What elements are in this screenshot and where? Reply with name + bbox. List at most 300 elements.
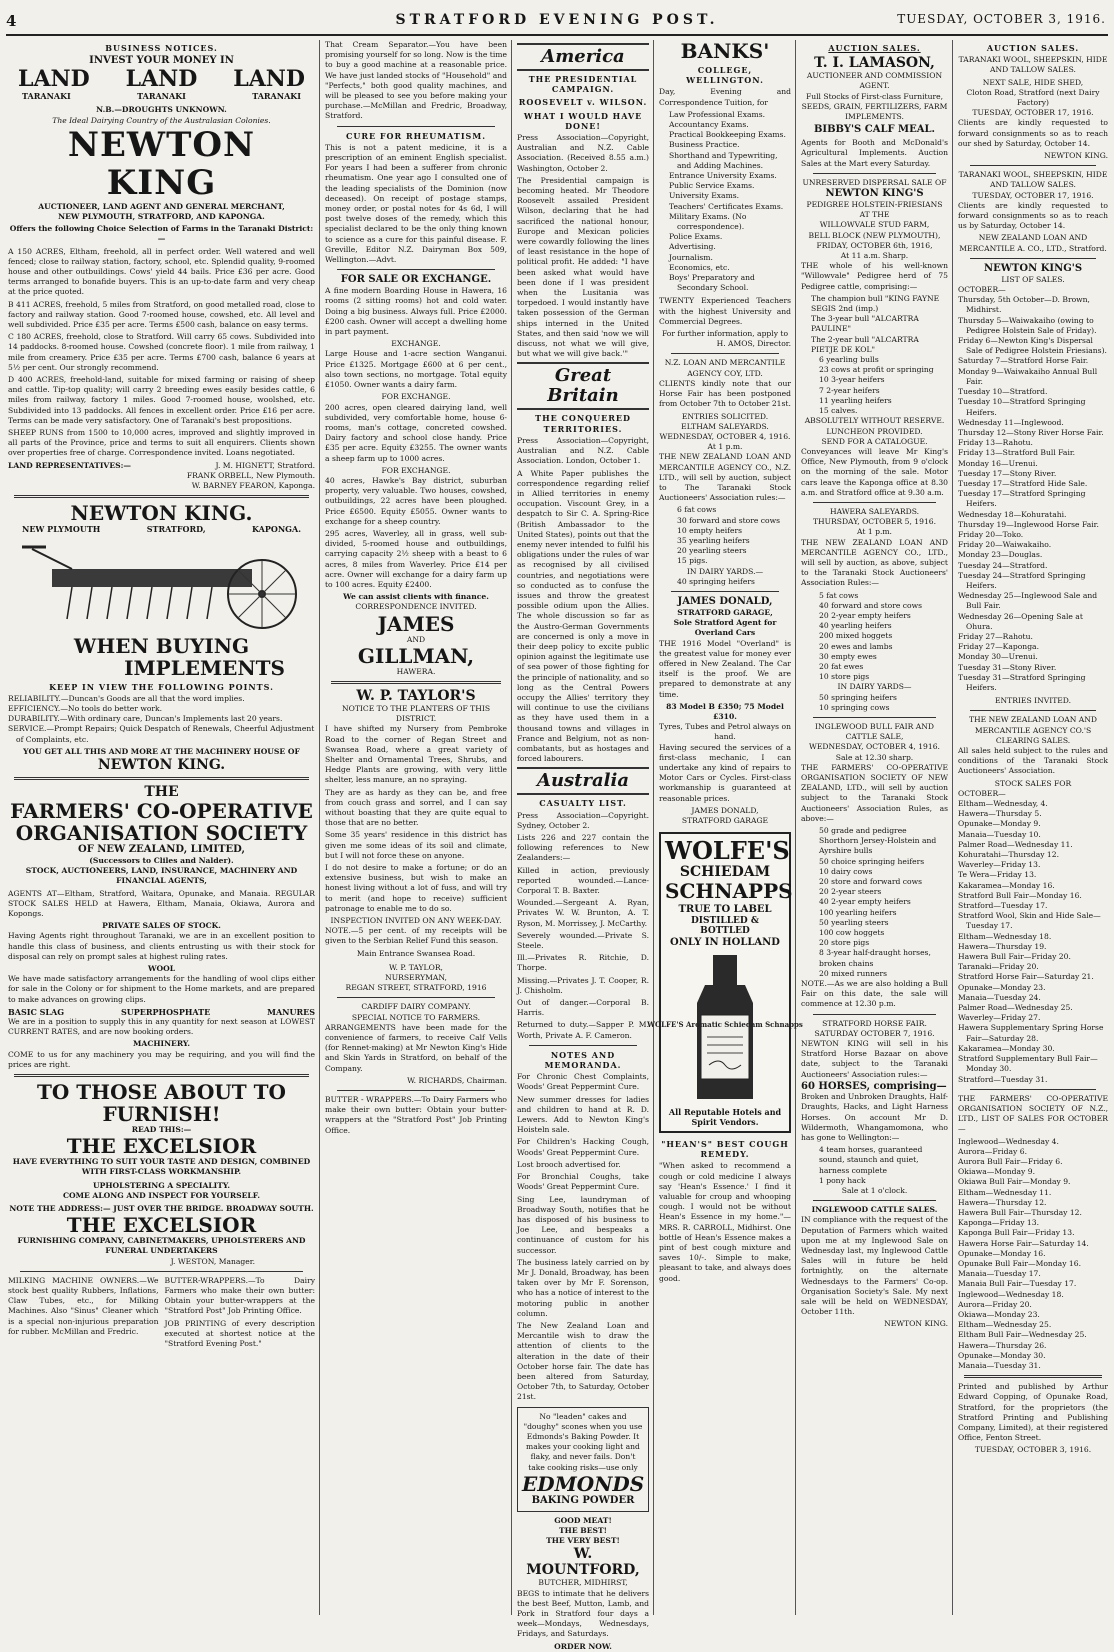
divider: [970, 710, 1096, 711]
schnapps-bottle-illustration: [647, 953, 803, 1103]
australia-heading: Australia: [517, 767, 649, 795]
sale-item: Stratford Supplementary Bull Fair—Monday 30.: [958, 1054, 1098, 1074]
divider: [813, 502, 936, 503]
sale-item: Stratford Wool, Skin and Hide Sale—Tuesday 17.: [958, 911, 1101, 931]
dairy-yards: IN DAIRY YARDS.—: [686, 566, 764, 576]
get-all-line: YOU GET ALL THIS AND MORE AT THE MACHINERY HOUSE OF: [23, 746, 300, 756]
invest-line: INVEST YOUR MONEY IN: [89, 55, 234, 67]
press-credit: Press Association—Copyright, Australian and N.Z. Cable Association. London, October 1.: [517, 435, 649, 466]
sale-item: Okiawa Bull Fair—Monday 9.: [958, 1177, 1071, 1187]
gb-text: A White Paper publishes the correspondence regarding relief in Allied territories in enemy occupation. Viscount Grey, in a despatch to Sir C. A. Spring-Rice (British Ambassador to the United States), points out that the enemy never intended to fulfil his obligations under the rules of war as recognised by all civilised countries, and negotiations were so conducted as to confuse the issues and throw the greatest possible odium upon the Allies. The whole discussion so far as the Austro-German Governments are concerned is only a move in their deep policy to excite public opinion against the legitimate use of sea power of those fighting for the principle of nationality, and so long as the Central Powers occupy the Allies' territory they will continue to use the civilians as they have used them in a thousand towns and villages in France and Belgium, not as non-combatants, but as hostages and forced labourers.: [517, 468, 649, 764]
very-best: THE VERY BEST!: [546, 1536, 620, 1546]
sale-item: Tuesday 24—Stratford Springing Heifers.: [958, 570, 1086, 590]
lot: 50 choice springing heifers: [819, 856, 925, 866]
taylor-text: Some 35 years' residence in this district has given me some ideas of its soil and climate, but I will not force these on anyone.: [325, 830, 507, 860]
the-word: THE: [144, 783, 179, 800]
town: KAPONGA.: [252, 524, 301, 535]
lot: 23 cows at profit or springing: [819, 365, 934, 375]
further-info: For further information, apply to: [661, 329, 789, 339]
imprint: Printed and published by Arthur Edward Copping, of Opunake Road, Stratford, for the proprietors (the Stratford Printing and Publishing Company, Limited), at their registered Office, Fenton Street.: [958, 1382, 1108, 1443]
sale-date: TUESDAY, OCTOBER 17, 1916.: [972, 108, 1094, 118]
divider: [671, 353, 779, 354]
sale-item: Okiawa—Monday 23.: [958, 1309, 1040, 1319]
farm-listing: C 180 ACRES, freehold, close to Stratford. Will carry 65 cows. Subdivided into 14 paddocks. 8-roomed house. Cowshed (concrete floor). 1 mile from railway, 1 mile from creamery. Price £35 per acre. Terms £700 cash, balance 6 years at 5½ per cent. Our strongly recommend.: [8, 332, 315, 372]
land-representatives: [8, 461, 315, 492]
sale-item: Thursday 12—Stony River Horse Fair.: [958, 427, 1104, 437]
divider: [813, 1200, 936, 1201]
taranaki-word: TARANAKI: [137, 91, 186, 102]
taranaki-word: TARANAKI: [252, 91, 301, 102]
mechanic-text: Having secured the services of a first-class mechanic, I can undertake any kind of repairs to Motor Cars or Cycles. First-class workmanship is guaranteed at reasonable prices.: [659, 742, 791, 803]
sale-item: Thursday, 5th October—D. Brown, Midhirst.: [958, 295, 1090, 315]
hawera-line: HAWERA.: [396, 666, 436, 676]
sale-item: Eltham—Wednesday 25.: [958, 1320, 1052, 1330]
lot: 10 empty heifers: [677, 525, 743, 535]
sale-item: Inglewood—Wednesday 4.: [958, 1136, 1059, 1146]
sale-date: SATURDAY OCTOBER 7, 1916.: [814, 1028, 935, 1038]
bull: The champion bull "KING FAYNE SEGIS 2nd (imp.): [811, 293, 940, 314]
lot: 7 2-year heifers: [819, 385, 880, 395]
gillman-heading: GILLMAN,: [357, 643, 475, 668]
conveyances: Conveyances will leave Mr King's Office, New Plymouth, from 9 o'clock on the morning of the sale. Motor cars leave the Kaponga office at 8.30 a.m. and Stratford office at 9.30 a.m.: [801, 446, 948, 497]
lot: 40 2-year empty heifers: [819, 897, 911, 907]
lot: 50 springing heifers: [819, 692, 897, 702]
wool-heading: WOOL: [147, 963, 176, 973]
sale-item: Te Wera—Friday 13.: [958, 870, 1037, 880]
sale-item: Tuesday 31—Stony River.: [958, 662, 1057, 672]
exam-item: Entrance University Exams.: [669, 171, 777, 181]
furnish-heading: FURNISH!: [102, 1101, 221, 1126]
at-the: AT THE: [859, 210, 890, 220]
sale-item: Inglewood—Wednesday 18.: [958, 1289, 1064, 1299]
exams-list: [659, 110, 791, 294]
sale-item: Hawera—Thursday 12.: [958, 1197, 1047, 1207]
column-six: [954, 40, 1112, 1618]
good-meat: GOOD MEAT!: [554, 1515, 612, 1525]
note-bull-fair: NOTE.—As we are also holding a Bull Fair on this date, the sale will commence at 12.30 p.m.: [801, 979, 948, 1009]
wolfes-schnapps-ad: [647, 832, 803, 1133]
for-sale-exchange-heading: FOR SALE OR EXCHANGE.: [340, 274, 492, 286]
lot: 11 yearling heifers: [819, 395, 892, 405]
tuition-line: Day, Evening and Correspondence Tuition, for: [659, 87, 791, 107]
fse-item: FOR EXCHANGE.: [381, 392, 451, 402]
sale-item: Stratford Horse Fair—Saturday 21.: [958, 972, 1094, 982]
bibby-heading: BIBBY'S CALF MEAL.: [813, 124, 936, 136]
fcos-lots: [801, 826, 948, 979]
sale-item: Wednesday 11—Inglewood.: [958, 417, 1064, 427]
rheumatism-heading: CURE FOR RHEUMATISM.: [346, 130, 486, 141]
lot: 30 forward and store cows: [677, 515, 780, 525]
land-word: LAND: [233, 66, 305, 93]
sole-agent: Sole Stratford Agent for Overland Cars: [673, 618, 777, 638]
column-divider: [511, 40, 512, 1615]
column-four: [647, 39, 803, 1618]
wp-taylor-heading: W. P. TAYLOR'S: [356, 687, 476, 704]
nk-sign: NEWTON KING.: [1044, 151, 1108, 161]
taylor-text: I do not desire to make a fortune; or do an extensive business, but wish to make an honest living without a lot of fuss, and will try to merit (and hope to receive) sufficient patronage to enable me to do so.: [325, 863, 507, 913]
exam-item: Advertising.: [669, 242, 716, 252]
sale-item: Tuesday 17—Stratford Springing Heifers.: [958, 489, 1086, 509]
nzlm-heading: N.Z. LOAN AND MERCANTILE AGENCY COY, LTD.: [664, 358, 786, 378]
small-ads-row: [8, 1276, 315, 1351]
org-society-heading: ORGANISATION SOCIETY: [15, 820, 308, 845]
special-notice: SPECIAL NOTICE TO FARMERS.: [351, 1012, 481, 1022]
sale-item: Opunake—Monday 9.: [958, 819, 1041, 829]
entries-solicited: ENTRIES SOLICITED.: [681, 411, 769, 421]
fcos-text: THE FARMERS' CO-OPERATIVE ORGANISATION SOCIETY OF NEW ZEALAND, LTD., will sell by auction subject to the Taranaki Stock Auctioneers' Association Rules, as above:—: [801, 762, 948, 823]
rep-name: J. M. HIGNETT, Stratford.: [215, 460, 315, 470]
sixty-horses: 60 HORSES, comprising—: [801, 1080, 947, 1092]
sale-item: Friday 6—Newton King's Dispersal Sale of Pedigree Holstein Friesians).: [958, 336, 1107, 356]
taranaki-wool-heading: TARANAKI WOOL, SHEEPSKIN, HIDE AND TALLOW SALES.: [958, 55, 1108, 75]
sale-item: Saturday 7—Stratford Horse Fair.: [958, 356, 1089, 366]
sale-item: Opunake—Monday 30.: [958, 1350, 1046, 1360]
casualty-item: Wounded.—Sergeant A. Ryan, Privates W. W. Brunton, A. T. Ryson, M. Morrissey, J. McCarthy.: [517, 898, 649, 928]
conquered-heading: THE CONQUERED TERRITORIES.: [535, 413, 631, 434]
in-dairy: IN DAIRY YARDS—: [837, 682, 912, 692]
towns-line: NEW PLYMOUTH, STRATFORD, AND KAPONGA.: [58, 212, 265, 222]
rep-name: FRANK ORBELL, New Plymouth.: [186, 470, 315, 480]
lot: 1 pony hack: [819, 1175, 866, 1185]
exam-item: Law Professional Exams.: [669, 109, 766, 119]
superphosphate: SUPERPHOSPHATE: [120, 1006, 211, 1017]
seed-drill-illustration: [12, 539, 312, 631]
note-item: For Bronchial Coughs, take Woods' Great Peppermint Cure.: [517, 1172, 649, 1192]
sale-item: Tuesday 31—Stratford Springing Heifers.: [958, 672, 1086, 692]
sale-item: Aurora—Friday 20.: [958, 1299, 1032, 1309]
basic-slag: BASIC SLAG: [8, 1006, 65, 1017]
column-cable-news: [513, 40, 653, 1651]
lot: 30 empty ewes: [819, 651, 877, 661]
newton-king-heading-3: NEWTON KING.: [97, 756, 226, 773]
press-credit: Press Association—Copyright. Sydney, October 2.: [517, 810, 649, 830]
keep-in-view: KEEP IN VIEW THE FOLLOWING POINTS.: [49, 681, 274, 692]
sale-time: At 1 p.m.: [707, 442, 743, 452]
wp-taylor-sign: W. P. TAYLOR,: [389, 962, 443, 972]
of-nz-line: OF NEW ZEALAND, LIMITED,: [78, 843, 245, 855]
point-item: RELIABILITY.—Duncan's Goods are all that the word implies.: [8, 693, 245, 703]
sale-item: Friday 20—Toko.: [958, 529, 1024, 539]
sale-item: Tuesday 24—Stratford.: [958, 560, 1048, 570]
manure-text: We are in a position to supply this in any quantity for next season at LOWEST CURRENT RATES, and are now booking orders.: [8, 1016, 315, 1037]
fse-item: A fine modern Boarding House in Hawera, 16 rooms (2 sitting rooms) hot and cold water. Doing a big business. Always full. Price £2000. £200 cash. Owner will accept a dwelling home in part payment.: [325, 286, 507, 337]
lot: 10 springing cows: [819, 702, 890, 712]
come-along-line: COME ALONG AND INSPECT FOR YOURSELF.: [62, 1190, 261, 1200]
sale-item: Kakaramea—Monday 16.: [958, 880, 1055, 890]
overland-text: THE 1916 Model "Overland" is the greatest value for money ever offered in New Zealand. The Car itself is the proof. We are prepared to demonstrate at any time.: [659, 638, 791, 699]
private-sales-heading: PRIVATE SALES OF STOCK.: [102, 921, 221, 931]
lot: 40 yearling heifers: [819, 621, 892, 631]
horse-fair-heading: STRATFORD HORSE FAIR.: [822, 1018, 927, 1028]
fse-item: 40 acres, Hawke's Bay district, suburban property, very valuable. Two houses, cowshed, outbuildings, 22 acres have been ploughed. Price £6500. Equity £5055. Owner wants to exchange for a sheep country.: [325, 475, 507, 526]
wool-text: We have made satisfactory arrangements for the handling of wool clips either for sale in the Colony or for shipment to the Home markets, and are prepared to make advances on growing clips.: [8, 974, 315, 1004]
cardiff-text: ARRANGEMENTS have been made for the convenience of farmers, to receive Calf Vells (for Rennet-making) at Mr Newton King's Hide and Skin Yards in Stratford, on behalf of the Company.: [325, 1022, 507, 1073]
agents-line: AGENTS AT—Eltham, Stratford, Waitara, Opunake, and Manaia. REGULAR STOCK SALES HELD at Hawera, Eltham, Manaia, Okiawa, Aurora and Kopongs.: [8, 888, 315, 918]
column-auction-sales: [797, 40, 952, 1618]
nk-sign: NEWTON KING.: [884, 1319, 948, 1329]
read-this: READ THIS:—: [131, 1124, 192, 1134]
newspaper-title: STRATFORD EVENING POST.: [395, 12, 719, 28]
divider: [14, 1074, 309, 1077]
taranaki-word: TARANAKI: [22, 91, 71, 102]
masthead-rule: [6, 34, 1108, 36]
dairy-lots: [801, 693, 948, 713]
sale-date: TUESDAY, OCTOBER 17, 1916.: [972, 190, 1094, 200]
correspondence-line: CORRESPONDENCE INVITED.: [355, 602, 477, 612]
sale-item: Monday 23—Douglas.: [958, 550, 1043, 560]
weston-line: J. WESTON, Manager.: [170, 1256, 255, 1266]
exam-item: Military Exams. (No correspondence).: [669, 211, 747, 232]
divider: [813, 717, 936, 718]
sale-item: Friday 20—Waiwakaiho.: [958, 540, 1052, 550]
sale-item: Kaponga—Friday 13.: [958, 1218, 1040, 1228]
sale-item: Taranaki—Friday 20.: [958, 962, 1039, 972]
october-label: OCTOBER—: [958, 788, 1006, 798]
butter-wrappers-ad-2: BUTTER - WRAPPERS.—To Dairy Farmers who make their own butter: Obtain your butter-wrappers at the "Stratford Post" Job Printing Office.: [325, 1095, 507, 1135]
lot: 4 team horses, guaranteed sound, staunch and quiet, harness complete: [819, 1145, 923, 1175]
manures-row: [8, 1007, 315, 1017]
lot: 8 3-year half-draught horses, broken chains: [819, 948, 931, 968]
tyres-line: Tyres, Tubes and Petrol always on hand.: [659, 722, 791, 742]
address-line: NOTE THE ADDRESS:— JUST OVER THE BRIDGE. BROADWAY SOUTH.: [9, 1204, 314, 1213]
sale-item: Okiawa—Monday 9.: [958, 1167, 1035, 1177]
job-printing-ad: JOB PRINTING of every description executed at shortest notice at the "Stratford Evening Post.": [164, 1318, 315, 1349]
divider: [337, 1090, 495, 1091]
catalogue: SEND FOR A CATALOGUE.: [821, 436, 928, 446]
heans-heading: "HEAN'S" BEST COUGH REMEDY.: [661, 1139, 789, 1160]
land-word: LAND: [18, 66, 90, 93]
sale-item: Opunake—Monday 16.: [958, 1248, 1046, 1258]
lot: 40 forward and store cows: [819, 600, 922, 610]
sale-item: Kakaramea—Monday 30.: [958, 1043, 1055, 1053]
newton-king-heading: NEWTON KING: [67, 124, 256, 203]
private-sales-text: Having Agents right throughout Taranaki, we are in an excellent position to handle this class of business, and clients entrusting us with their stock for disposal can rely on prompt sales at highest ruling rates.: [8, 931, 315, 961]
mountford-text: BEGS to intimate that he delivers the best Beef, Mutton, Lamb, and Pork in Stratford four days a week—Mondays, Wednesdays, Fridays, and Saturdays.: [517, 1588, 649, 1639]
sale-item: Tuesday 17—Stratford Hide Sale.: [958, 478, 1088, 488]
true-label: TRUE TO LABEL: [678, 904, 772, 916]
main-entrance: Main Entrance Swansea Road.: [356, 948, 476, 958]
excelsior-heading: THE EXCELSIOR: [66, 1134, 257, 1159]
divider: [14, 495, 309, 498]
divider: [970, 1089, 1096, 1090]
casualty-item: Severely wounded.—Private S. Steele.: [517, 930, 649, 951]
bottle-label-text: WOLFE'S Aromatic Schiedam Schnapps: [647, 1019, 803, 1029]
lot: 20 store and forward cows: [819, 877, 922, 887]
edmonds-logo: EDMONDS: [522, 1471, 645, 1496]
fcos-sales-list: [958, 1137, 1108, 1372]
luncheon: LUNCHEON PROVIDED.: [826, 426, 923, 436]
offers-line: Offers the following Choice Selection of Farms in the Taranaki District:—: [9, 224, 314, 244]
lot: 20 ewes and lambs: [819, 641, 893, 651]
sale-item: Monday 16—Urenui.: [958, 458, 1038, 468]
inglewood-text: IN compliance with the request of the Deputation of Farmers which waited upon me at my Inglewood Sale on Wednesday last, my Inglewood Cattle Sales will in future be held fortnightly, on the alternate Wednesdays to the Farmers' Co-op. Organisation Society's Sale. My next sale will be held on WEDNESDAY, October 11th.: [801, 1215, 948, 1317]
nurseryman: NURSERYMAN,: [385, 973, 447, 983]
lamason-role: AUCTIONEER AND COMMISSION AGENT.: [806, 71, 943, 91]
inglewood-heading: INGLEWOOD BULL FAIR AND CATTLE SALE,: [815, 721, 934, 742]
sale-item: Palmer Road—Wednesday 25.: [958, 1003, 1073, 1013]
sale-item: Friday 27—Rahotu.: [958, 631, 1033, 641]
divider: [671, 591, 779, 592]
town: STRATFORD,: [146, 524, 206, 535]
lot: 100 yearling heifers: [819, 907, 897, 917]
heans-text: "When asked to recommend a cough or cold medicine I always say 'Hean's Essence.' I find it valuable for croup and whooping cough. I would not be without Hean's Essence in my home."—MRS. R. CARROLL, Midhirst. One bottle of Hean's Essence makes a pint of best cough mixture and saves 10/-. Simple to make, pleasant to take, and always does good.: [659, 1161, 791, 1283]
auctioneer-line: AUCTIONEER, LAND AGENT AND GENERAL MERCHANT,: [38, 201, 285, 211]
column-divider: [653, 40, 654, 1615]
nb-line: N.B.—DROUGHTS UNKNOWN.: [96, 105, 227, 115]
sale-item: Opunake—Monday 23.: [958, 982, 1046, 992]
machinery-heading: MACHINERY.: [133, 1039, 190, 1049]
sale-item: Tuesday 17—Stony River.: [958, 468, 1057, 478]
excelsior-heading-2: THE EXCELSIOR: [66, 1213, 257, 1238]
schiedam-heading: SCHIEDAM: [679, 864, 771, 881]
sale-item: Eltham—Wednesday 11.: [958, 1187, 1052, 1197]
casualty-heading: CASUALTY LIST.: [539, 798, 627, 809]
towns-row: [8, 524, 315, 534]
farm-listing: B 411 ACRES, freehold, 5 miles from Stratford, on good metalled road, close to factory and railway station. Good 7-roomed house, cowshed, etc. All level and well subdivided. Price £35 per acre. Terms £500 cash, balance on easy terms.: [8, 299, 315, 330]
sale-item: Hawera Horse Fair—Saturday 14.: [958, 1238, 1089, 1248]
schnapps-heading: SCHNAPPS: [665, 879, 793, 904]
lot: 20 fat ewes: [819, 661, 864, 671]
rep-name: W. BARNEY FEARON, Kaponga.: [191, 481, 315, 491]
sale-item: Eltham Bull Fair—Wednesday 25.: [958, 1330, 1087, 1340]
note-item: The New Zealand Loan and Mercantile wish to draw the attention of clients to the alteration in the date of their October horse fair. The date has been altered from Saturday, October 7th, to Saturday, October 21st.: [517, 1320, 649, 1402]
divider: [337, 997, 495, 998]
rvw-heading: ROOSEVELT v. WILSON.: [518, 97, 648, 108]
lot: 6 fat cows: [677, 505, 717, 515]
fse-item: 200 acres, open cleared dairying land, well subdivided, very comfortable home, house 6-rooms, man's cottage, concreted cowshed. Dairy factory and school close handy. Price £35 per acre. Equity £3255. The owner wants a sheep farm up to 1000 acres.: [325, 402, 507, 463]
sale-item: Eltham—Wednesday 18.: [958, 931, 1052, 941]
sale-item: Hawera Bull Fair—Thursday 12.: [958, 1207, 1082, 1217]
and-word: AND: [406, 634, 426, 644]
holstein-line: PEDIGREE HOLSTEIN-FRIESIANS: [806, 200, 943, 210]
hawera-saleyards: HAWERA SALEYARDS.: [829, 506, 920, 516]
bulls-list: [801, 294, 948, 355]
nzlm-sign: NEW ZEALAND LOAN AND MERCANTILE A. CO., LTD., Stratford.: [959, 233, 1107, 253]
column-divider: [952, 40, 953, 1615]
lot: 10 3-year heifers: [819, 375, 885, 385]
upholstering-line: UPHOLSTERING A SPECIALITY.: [93, 1180, 230, 1190]
amos-sign: H. AMOS, Director.: [716, 339, 791, 349]
point-item: SERVICE.—Prompt Repairs; Quick Despatch of Renewals, Cheerful Adjustment of Complaints, etc.: [8, 724, 315, 744]
sale-item: Manaia—Tuesday 10.: [958, 829, 1041, 839]
banks-heading: BANKS': [680, 39, 770, 63]
sale-time: At 11 a.m. Sharp.: [840, 251, 909, 261]
the-best: THE BEST!: [559, 1525, 607, 1535]
lot: 20 yearling steers: [677, 546, 747, 556]
butter-wrappers-ad: BUTTER-WRAPPERS.—To Dairy Farmers who make their own butter: Obtain your butter-wrappers at the "Stratford Post" Job Printing Office.: [164, 1275, 315, 1316]
herd-lots: [801, 355, 948, 416]
sale-date: THURSDAY, OCTOBER 5, 1916.: [812, 517, 937, 527]
successors-line: (Successors to Cliles and Nalder).: [89, 855, 234, 865]
finance-line: We can assist clients with finance.: [343, 592, 489, 602]
auction-sales-heading: AUCTION SALES.: [986, 43, 1080, 53]
sale-item: Hawera—Thursday 26.: [958, 1340, 1047, 1350]
implements-heading: IMPLEMENTS: [124, 655, 285, 680]
presidential-heading: THE PRESIDENTIAL CAMPAIGN.: [528, 74, 638, 95]
sale-item: Wednesday 18—Kohuratahi.: [958, 509, 1067, 519]
sale-item: Monday 9—Waiwakaiho Annual Bull Fair.: [958, 366, 1098, 386]
sale-item: Thursday 5—Waiwakaiho (owing to Pedigree Holstein Sale of Friday).: [958, 315, 1097, 335]
divider: [14, 777, 309, 780]
inspection-line: INSPECTION INVITED ON ANY WEEK-DAY.: [330, 916, 502, 926]
stock-line: STOCK, AUCTIONEERS, LAND, INSURANCE, MACHINERY AND FINANCIAL AGENTS,: [25, 866, 298, 886]
taylor-text: They are as hardy as they can be, and free from couch grass and sorrel, and I can say without boasting that they are quite equal to those that are no better.: [325, 787, 507, 828]
lot: 20 2-year steers: [819, 887, 882, 897]
divider: [964, 1375, 1102, 1378]
taranaki-wool-heading-2: TARANAKI WOOL, SHEEPSKIN, HIDE AND TALLOW SALES.: [958, 170, 1108, 190]
sale-item: Wednesday 25—Inglewood Sale and Bull Fair.: [958, 591, 1098, 611]
exam-item: Business Practice.: [669, 140, 740, 150]
regan-street: REGAN STREET, STRATFORD, 1916: [345, 983, 487, 993]
reps-label: LAND REPRESENTATIVES:—: [8, 460, 131, 470]
only-holland: ONLY IN HOLLAND: [670, 936, 780, 948]
horse-items: [801, 1145, 948, 1186]
excelsior-text: HAVE EVERYTHING TO SUIT YOUR TASTE AND DESIGN, COMBINED WITH FIRST-CLASS WORKMANSHIP.: [12, 1157, 311, 1177]
reputable-line: All Reputable Hotels and Spirit Vendors.: [668, 1106, 782, 1127]
what-heading: WHAT I WOULD HAVE DONE!: [523, 110, 643, 131]
taylor-text: I have shifted my Nursery from Pembroke Road to the corner of Regan Street and Swansea Road, where a great variety of Shelter and Ornamental Trees, Shrubs, and Hedge Plants are growing, with very little shelter, less manure, an no spraying.: [325, 724, 507, 785]
divider: [20, 1271, 303, 1272]
exam-item: Boys' Preparatory and Secondary School.: [669, 273, 755, 293]
casualty-item: Out of danger.—Corporal B. Harris.: [517, 998, 649, 1018]
exam-item: Practical Bookkeeping Exams.: [669, 130, 786, 140]
imprint-date: TUESDAY, OCTOBER 3, 1916.: [974, 1445, 1092, 1455]
eltham-text: THE NEW ZEALAND LOAN AND MERCANTILE AGENCY CO., N.Z. LTD., will sell by auction, subject to The Taranaki Stock Auctioneers' Association rules:—: [659, 452, 791, 503]
column-two: [321, 40, 511, 1618]
sale-date: WEDNESDAY, OCTOBER 4, 1916.: [659, 431, 791, 441]
sale-item: Kohuratahi—Thursday 12.: [958, 850, 1060, 860]
fse-item: FOR EXCHANGE.: [381, 465, 451, 475]
aus-text: Lists 226 and 227 contain the following references to New Zealanders:—: [517, 833, 649, 863]
entries-invited: ENTRIES INVITED.: [994, 696, 1072, 706]
exam-item: Teachers' Certificates Exams.: [669, 201, 784, 211]
sale-item: Kaponga Bull Fair—Friday 13.: [958, 1228, 1075, 1238]
stock-sales-heading: STOCK SALES FOR: [994, 778, 1072, 788]
cloton-road: Cloton Road, Stratford (next Dairy Factory): [966, 87, 1100, 108]
lamason-heading: T. I. LAMASON,: [814, 55, 935, 72]
farm-listing: A 150 ACRES, Eltham, freehold, all in perfect order. Well watered and well fenced; close to railway station, factory, school, etc. Splendid quality, 9-roomed house and other outbuildings. Cows' yield 44 bails. Price £36 per acre. Good terms arranged to bonafide buyers. This is an up-to-date farm and very cheap at the price quoted.: [8, 246, 315, 297]
absolutely: ABSOLUTELY WITHOUT RESERVE.: [804, 416, 945, 426]
furnishing-line: FURNISHING COMPANY, CABINETMAKERS, UPHOLSTERERS AND FUNERAL UNDERTAKERS: [17, 1236, 306, 1256]
exam-item: University Exams.: [669, 191, 740, 201]
inglewood-cattle-heading: INGLEWOOD CATTLE SALES.: [811, 1205, 938, 1215]
land-row: [8, 67, 315, 91]
rheumatism-text: This is not a patent medicine, it is a prescription of an eminent English specialist. For years I had been a sufferer from chronic rheumatism. One year ago I consulted one of the leading specialists of the Dominion (now deceased). On receipt of postage stamps, money order, or postal notes for 4s 6d, I will post twelve doses of the remedy, which this specialist declared to be the only thing known to science as a cure for this painful disease. F. Greville, Editor N.Z. Dairyman Box 509, Wellington.—Advt.: [325, 142, 507, 265]
exam-item: Economics, etc.: [669, 262, 730, 272]
sale-item: Opunake Bull Fair—Monday 16.: [958, 1258, 1081, 1268]
farm-listing: D 400 ACRES, freehold-land, suitable for mixed farming or raising of sheep and cattle. Tip-top quality; will carry 2 breeding ewes easily besides cattle, 6 miles from railway, factory 1 miles. Good 7-roomed house, woolshed, etc. Subdivided into 13 paddocks. All fences in excellent order. Price £16 per acre. Terms can be made very satisfactory. One of Taranaki's best propositions.: [8, 375, 315, 425]
horse-text: Broken and Unbroken Draughts, Half-Draughts, Hacks, and Light Harness Horses. On account Mr D. Wildermoth, Whangamomona, who has gone to Wellington:—: [801, 1092, 948, 1142]
clearing-text: All sales held subject to the rules and conditions of the Taranaki Stock Auctioneers' Association.: [958, 746, 1108, 776]
newton-king-heading-2: NEWTON KING.: [70, 501, 253, 526]
sale-item: Tuesday 10—Stratford.: [958, 387, 1048, 397]
nzlm-clearing: THE NEW ZEALAND LOAN AND MERCANTILE AGENCY CO.'S CLEARING SALES.: [968, 715, 1098, 745]
exam-item: Police Exams.: [669, 232, 723, 242]
note-receipts: NOTE.—5 per cent. of my receipts will be given to the Serbian Relief Fund this season.: [325, 926, 507, 946]
page-number: 4: [6, 12, 17, 30]
note-item: Lost brooch advertised for.: [517, 1159, 621, 1169]
auction-sales-heading: AUCTION SALES.: [828, 43, 921, 53]
casualty-item: Missing.—Privates J. T. Cooper, R. J. Chisholm.: [517, 975, 649, 995]
exam-item: Shorthand and Typewriting, and Adding Machines.: [669, 150, 778, 170]
to-those-heading: TO THOSE ABOUT TO: [37, 1079, 286, 1104]
fse-item: 295 acres, Waverley, all in grass, well sub-divided, 5-roomed house and outbuildings, carrying capacity 2½ sheep with a beast to 6 acres, 8 miles from Waverley. Price £14 per acre. Owner will exchange for a dairy farm up to 100 acres. Equity £2400.: [325, 528, 507, 589]
exam-item: Journalism.: [669, 252, 713, 262]
divider: [529, 1045, 637, 1046]
lot: 20 2-year empty heifers: [819, 610, 911, 620]
stock-sales-list: [958, 799, 1108, 1085]
point-item: DURABILITY.—With ordinary care, Duncan's Implements last 20 years.: [8, 714, 283, 724]
